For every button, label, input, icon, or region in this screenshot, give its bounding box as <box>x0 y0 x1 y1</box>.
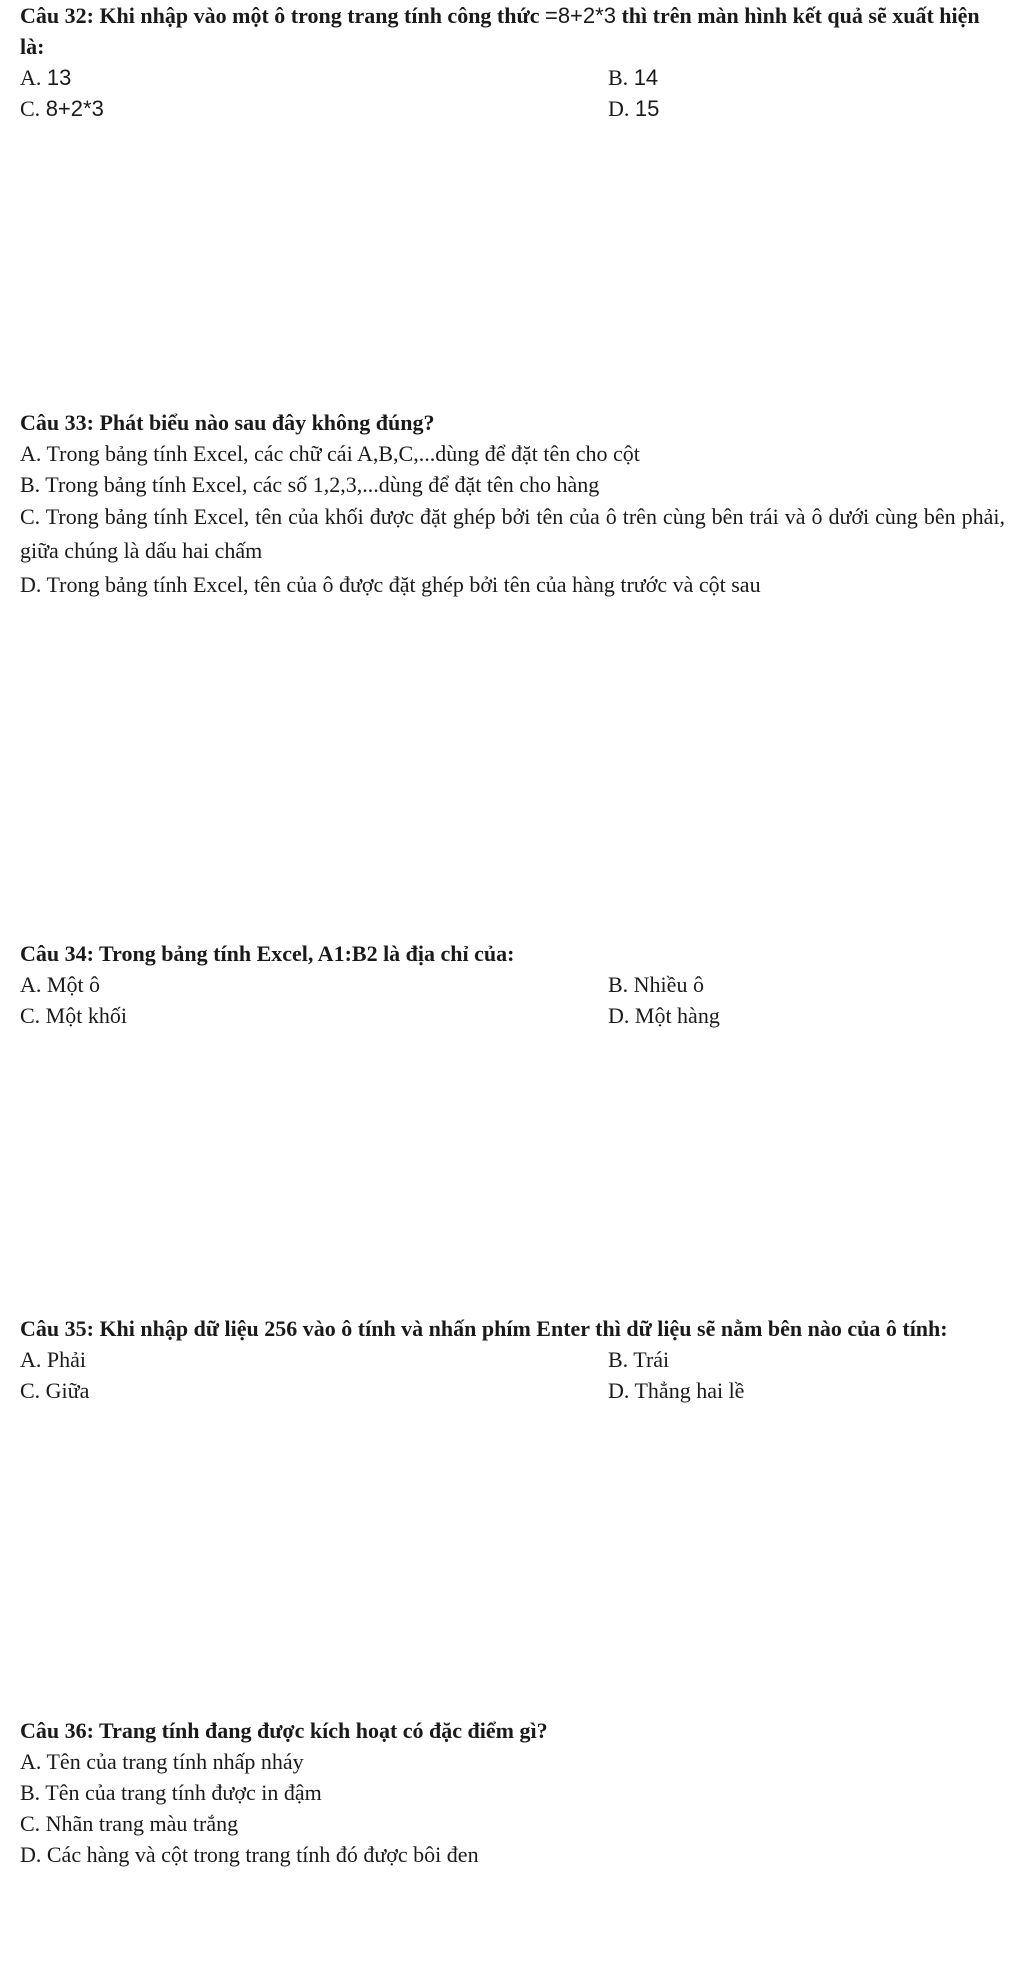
answer-row <box>20 1375 1005 1406</box>
question-32-stem: Câu 32: Khi nhập vào một ô trong trang tính công thức =8+2*3 thì trên màn hình kết quả sẽ xuất hiện là: <box>20 3 980 59</box>
answer-c: C. Giữa <box>20 1378 90 1403</box>
answer-c: C. Trong bảng tính Excel, tên của khối được đặt ghép bởi tên của ô trên cùng bên trái và ô dưới cùng bên phải, giữa chúng là dấu hai chấm <box>20 504 1005 563</box>
question-34 <box>20 938 1005 1031</box>
answer-a: A. Một ô <box>20 972 101 997</box>
question-32 <box>20 0 1005 124</box>
question-34-stem: Câu 34: Trong bảng tính Excel, A1:B2 là địa chỉ của: <box>20 941 515 966</box>
question-35 <box>20 1313 1005 1406</box>
answer-b: B. Trong bảng tính Excel, các số 1,2,3,...dùng để đặt tên cho hàng <box>20 472 600 497</box>
answer-row <box>20 969 1005 1000</box>
answer-d: D. Các hàng và cột trong trang tính đó được bôi đen <box>20 1842 479 1867</box>
answer-d: D. 15 <box>608 96 660 121</box>
answer-b: B. Trái <box>608 1347 670 1372</box>
answer-row <box>20 1000 1005 1031</box>
answer-row <box>20 1344 1005 1375</box>
answer-d: D. Thẳng hai lề <box>608 1378 745 1403</box>
answer-a: A. 13 <box>20 65 72 90</box>
answer-b: B. Nhiều ô <box>608 972 704 997</box>
question-33 <box>20 407 1005 602</box>
answer-c: C. Nhãn trang màu trắng <box>20 1811 239 1836</box>
question-33-stem: Câu 33: Phát biểu nào sau đây không đúng? <box>20 410 435 435</box>
answer-row <box>20 62 1005 93</box>
answer-a: A. Phải <box>20 1347 86 1372</box>
question-36-stem: Câu 36: Trang tính đang được kích hoạt có đặc điểm gì? <box>20 1718 548 1743</box>
answer-d: D. Trong bảng tính Excel, tên của ô được đặt ghép bởi tên của hàng trước và cột sau <box>20 572 761 597</box>
answer-d: D. Một hàng <box>608 1003 720 1028</box>
question-35-stem: Câu 35: Khi nhập dữ liệu 256 vào ô tính và nhấn phím Enter thì dữ liệu sẽ nằm bên nào của ô tính: <box>20 1316 948 1341</box>
answer-b: B. 14 <box>608 65 659 90</box>
answer-b: B. Tên của trang tính được in đậm <box>20 1780 322 1805</box>
answer-row <box>20 93 1005 124</box>
answer-c: C. 8+2*3 <box>20 96 104 121</box>
answer-a: A. Trong bảng tính Excel, các chữ cái A,B,C,...dùng để đặt tên cho cột <box>20 441 640 466</box>
formula-text: =8+2*3 <box>544 3 616 28</box>
answer-a: A. Tên của trang tính nhấp nháy <box>20 1749 304 1774</box>
answer-c: C. Một khối <box>20 1003 127 1028</box>
question-36 <box>20 1715 1005 1870</box>
